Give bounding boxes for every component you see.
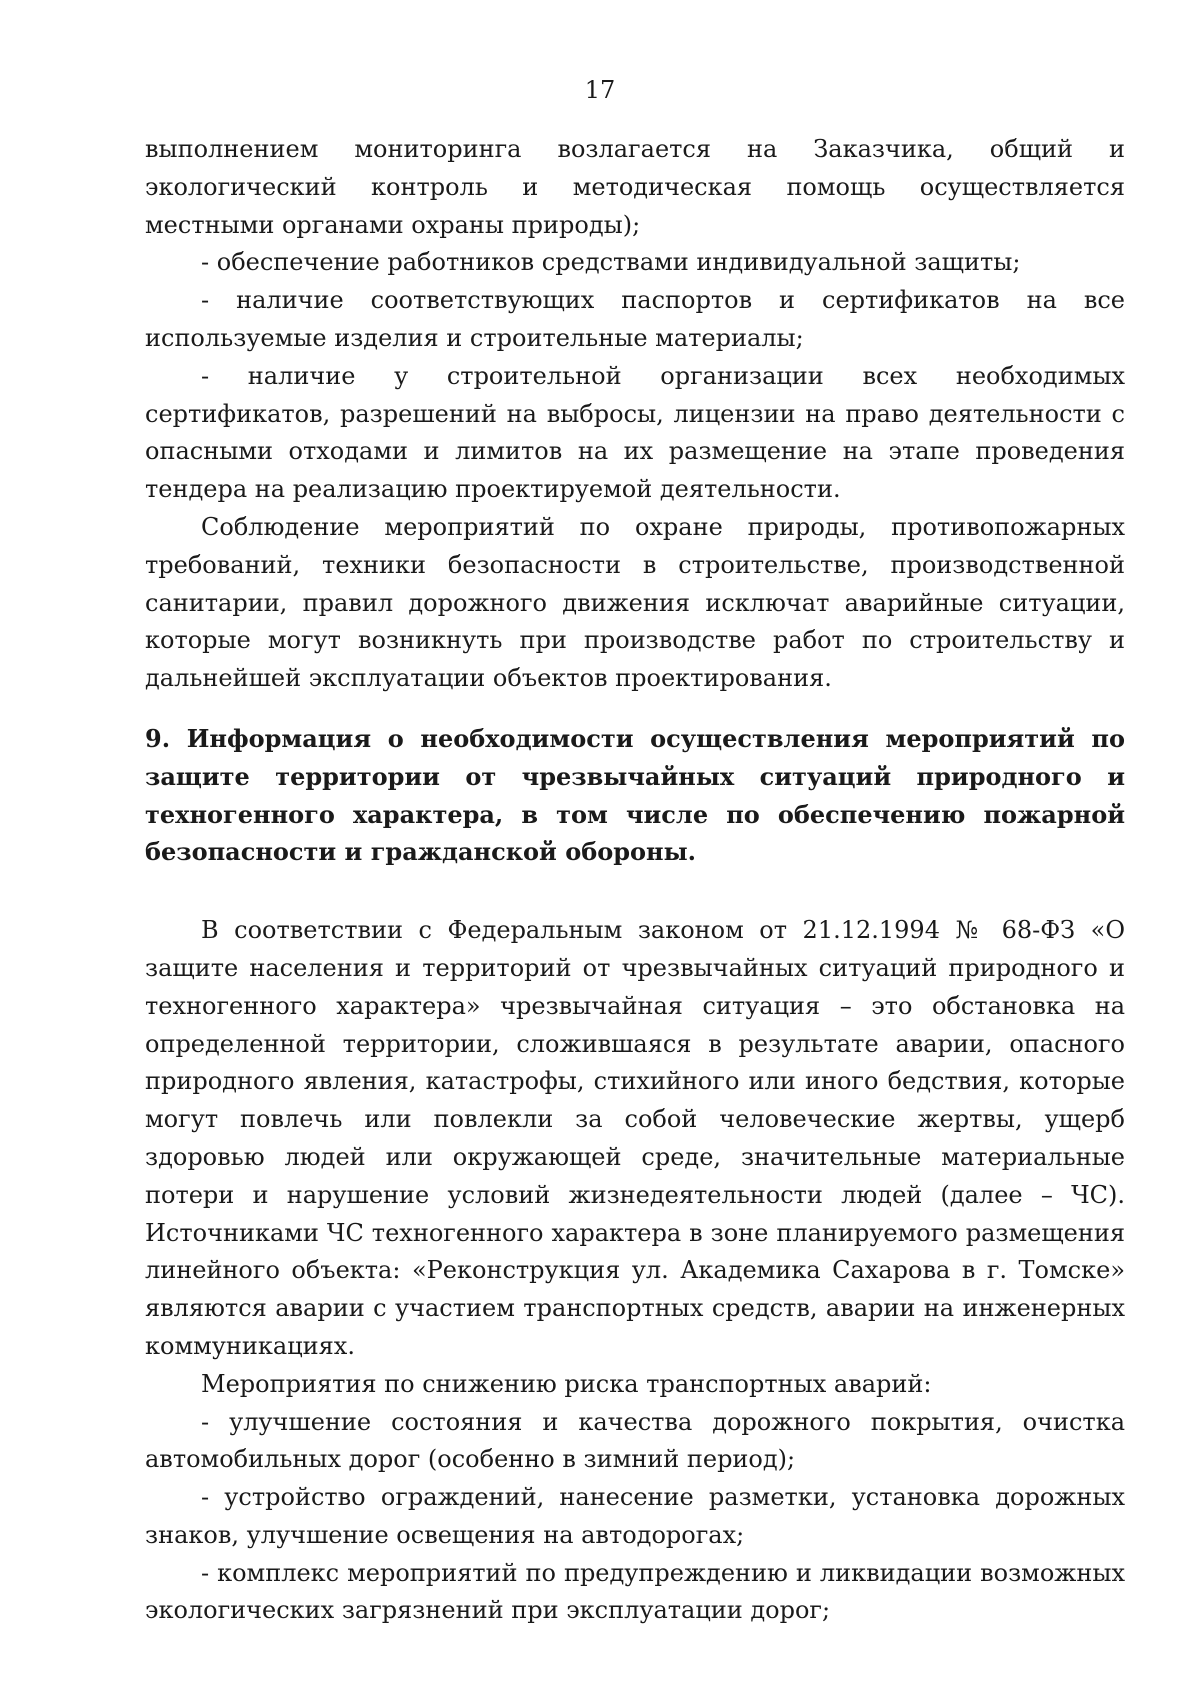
section-heading: 9. Информация о необходимости осуществления мероприятий по защите территории от чрезвычайных ситуаций природного и техногенного характера, в том числе по обеспечению пожарной безопасности и гражданской обороны.: [145, 723, 1125, 867]
page-number: 17: [584, 76, 616, 104]
paragraph-measures-intro: Мероприятия по снижению риска транспортных аварий:: [201, 1369, 932, 1398]
list-item-road-surface: - улучшение состояния и качества дорожного покрытия, очистка автомобильных дорог (особенно в зимний период);: [145, 1407, 1125, 1474]
paragraph-federal-law: В соответствии с Федеральным законом от 21.12.1994 № 68-ФЗ «О защите населения и территорий от чрезвычайных ситуаций природного и техногенного характера» чрезвычайная ситуация – это обстановка на определенной территории, сложившаяся в результате аварии, опасного природного явления, катастрофы, стихийного или иного бедствия, которые могут повлечь или повлекли за собой человеческие жертвы, ущерб здоровью людей или окружающей среде, значительные материальные потери и нарушение условий жизнедеятельности людей (далее – ЧС). Источниками ЧС техногенного характера в зоне планируемого размещения линейного объекта: «Реконструкция ул. Академика Сахарова в г. Томске» являются аварии с участием транспортных средств, аварии на инженерных коммуникациях.: [145, 916, 1125, 1360]
page-body: [145, 131, 1125, 1630]
list-item-barriers-markings: - устройство ограждений, нанесение разметки, установка дорожных знаков, улучшение освещения на автодорогах;: [145, 1483, 1125, 1549]
heading-spacer: [145, 871, 1125, 912]
list-item-ecological-measures: - комплекс мероприятий по предупреждению и ликвидации возможных экологических загрязнений при эксплуатации дорог;: [145, 1558, 1125, 1625]
paragraph-compliance: Соблюдение мероприятий по охране природы, противопожарных требований, техники безопасности в строительстве, производственной санитарии, правил дорожного движения исключат аварийные ситуации, которые могут возникнуть при производстве работ по строительству и дальнейшей эксплуатации объектов проектирования.: [145, 512, 1125, 693]
list-item-certificates: - наличие соответствующих паспортов и сертификатов на все используемые изделия и строительные материалы;: [145, 286, 1125, 352]
list-item-permits: - наличие у строительной организации всех необходимых сертификатов, разрешений на выбросы, лицензии на право деятельности с опасными отходами и лимитов на их размещение на этапе проведения тендера на реализацию проектируемой деятельности.: [145, 361, 1125, 504]
list-item-protective-equipment: - обеспечение работников средствами индивидуальной защиты;: [201, 248, 1021, 277]
paragraph-continuation: выполнением мониторинга возлагается на Заказчика, общий и экологический контроль и методическая помощь осуществляется местными органами охраны природы);: [145, 135, 1125, 239]
